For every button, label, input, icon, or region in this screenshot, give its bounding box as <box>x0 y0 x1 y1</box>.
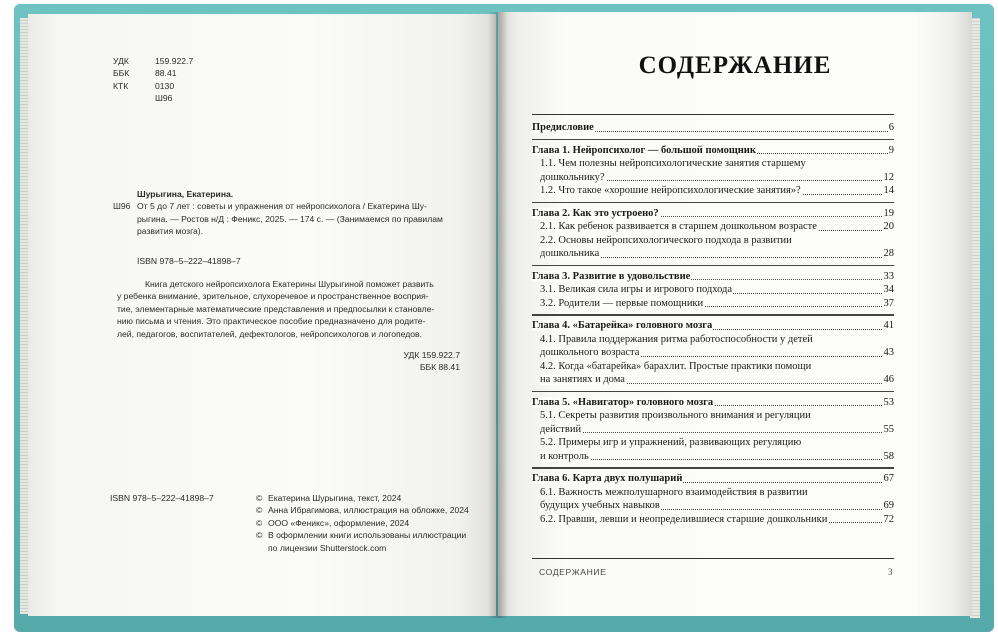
classification-row <box>113 67 193 79</box>
classification-block <box>113 55 193 105</box>
bbk-footer: ББК 88.41 <box>419 362 460 373</box>
toc-line: 5.2. Примеры игр и упражнений, развивающих регуляцию <box>540 437 802 448</box>
toc-subsection <box>540 409 894 436</box>
table-of-contents <box>532 114 894 559</box>
toc-subsection <box>540 297 894 311</box>
toc-line: Предисловие <box>532 122 594 133</box>
running-head: СОДЕРЖАНИЕ <box>539 567 607 577</box>
toc-line: 6.1. Важность межполушарного взаимодействия в развитии <box>540 486 808 498</box>
toc-line: 2.1. Как ребенок развивается в старшем дошкольном возрасте <box>540 221 817 232</box>
toc-line: 1.1. Чем полезны нейропсихологические занятия старшему <box>540 158 806 169</box>
toc-line: 2.2. Основы нейропсихологического подхода в развитии <box>540 234 792 246</box>
classification-row <box>113 92 193 104</box>
toc-page-number: 34 <box>883 284 894 295</box>
toc-subsection <box>540 360 894 387</box>
toc-page-number: 9 <box>888 144 894 156</box>
toc-subsection <box>540 220 894 234</box>
toc-subsection <box>540 513 894 527</box>
bib-line: рыгина. — Ростов н/Д : Феникс, 2025. — 174 с. — (Занимаемся по правилам <box>137 213 443 224</box>
classification-value: Ш96 <box>155 93 173 104</box>
annotation <box>117 278 465 340</box>
toc-line: Глава 6. Карта двух полушарий <box>532 473 683 484</box>
copyright-symbol: © <box>256 493 263 503</box>
toc-chapter <box>532 144 894 158</box>
toc-page-number: 43 <box>883 347 894 358</box>
toc-page-number: 14 <box>883 185 894 196</box>
classification-key: УДК <box>113 56 129 66</box>
toc-line: на занятиях и дома <box>540 374 625 385</box>
toc-line: 6.2. Правши, левши и неопределившиеся старшие дошкольники <box>540 513 828 525</box>
annotation-line: Книга детского нейропсихолога Екатерины Шурыгиной поможет развить <box>145 279 434 289</box>
udk-bbk-footer <box>380 349 460 374</box>
toc-line: 1.2. Что такое «хорошие нейропсихологические занятия»? <box>540 185 801 196</box>
toc-line: Глава 1. Нейропсихолог — большой помощник <box>532 144 756 156</box>
copyright-item <box>256 517 471 529</box>
toc-page-number: 20 <box>883 221 894 232</box>
toc-chapter <box>532 319 894 333</box>
copyright-text: Анна Ибрагимова, иллюстрация на обложке, 2024 <box>268 505 469 516</box>
toc-separator <box>532 202 894 204</box>
annotation-line: тие, элементарные математические представления и предпосылки к становле- <box>117 303 435 314</box>
toc-page-number: 58 <box>883 450 894 462</box>
bib-description <box>137 200 458 237</box>
toc-subsection <box>540 333 894 360</box>
toc-chapter <box>532 472 894 486</box>
copyright-text: ООО «Феникс», оформление, 2024 <box>268 517 410 528</box>
toc-line: и контроль <box>540 450 589 462</box>
toc-line: Глава 5. «Навигатор» головного мозга <box>532 396 714 408</box>
copyright-item <box>256 529 471 554</box>
classification-value: 0130 <box>155 80 175 91</box>
toc-chapter <box>532 121 894 135</box>
toc-page-number: 37 <box>883 297 894 309</box>
copyright-block <box>256 492 471 554</box>
copyright-item <box>256 504 471 516</box>
bibliographic-record <box>113 188 458 238</box>
annotation-line: у ребенка внимание, зрительное, слухоречевое и пространственное восприя- <box>117 291 429 302</box>
copyright-text: В оформлении книги использованы иллюстрации по лицензии Shutterstock.com <box>268 530 467 553</box>
page-number: 3 <box>888 567 893 577</box>
toc-subsection <box>540 234 894 261</box>
toc-title: СОДЕРЖАНИЕ <box>638 52 832 79</box>
classification-value: 159.922.7 <box>155 56 194 66</box>
toc-line: дошкольного возраста <box>540 347 640 358</box>
toc-line: дошкольнику? <box>540 171 605 183</box>
author-heading: Шурыгина, Екатерина. <box>137 189 234 199</box>
toc-page-number: 33 <box>883 270 894 282</box>
toc-separator <box>532 314 894 316</box>
toc-chapter <box>532 270 894 284</box>
toc-line: 4.2. Когда «батарейка» барахлит. Простые практики помощи <box>540 360 812 372</box>
toc-page-number: 67 <box>883 473 894 484</box>
toc-chapter <box>532 396 894 410</box>
copyright-symbol: © <box>256 505 263 516</box>
copyright-text: Екатерина Шурыгина, текст, 2024 <box>268 493 402 503</box>
toc-line: 3.2. Родители — первые помощники <box>540 297 704 309</box>
classification-row <box>113 80 193 92</box>
toc-page-number: 41 <box>883 320 894 331</box>
toc-leader-dots <box>540 432 894 433</box>
isbn-bottom: ISBN 978–5–222–41898–7 <box>110 493 214 503</box>
book-spine-gutter <box>488 12 508 618</box>
toc-page-number: 19 <box>883 207 894 219</box>
toc-page-number: 69 <box>883 500 894 511</box>
toc-separator <box>532 139 894 141</box>
toc-subsection <box>540 436 894 463</box>
toc-page-number: 72 <box>883 513 894 525</box>
toc-line: Глава 2. Как это устроено? <box>532 207 659 219</box>
toc-page-number: 28 <box>883 248 894 259</box>
bib-line: От 5 до 7 лет : советы и упражнения от нейропсихолога / Екатерина Шу- <box>137 201 427 212</box>
copyright-symbol: © <box>256 530 263 541</box>
toc-line: Глава 3. Развитие в удовольствие <box>532 270 691 282</box>
classification-key: ББК <box>113 68 130 79</box>
toc-line: Глава 4. «Батарейка» головного мозга <box>532 320 713 331</box>
toc-page-number: 53 <box>883 396 894 408</box>
toc-subsection <box>540 486 894 513</box>
toc-chapter <box>532 207 894 221</box>
toc-page-number: 46 <box>883 374 894 385</box>
annotation-line: лей, педагогов, воспитателей, дефектологов, нейропсихологов и логопедов. <box>117 328 423 339</box>
toc-line: действий <box>540 423 582 435</box>
toc-line: 5.1. Секреты развития произвольного внимания и регуляции <box>540 410 811 421</box>
toc-line: будущих учебных навыков <box>540 500 660 511</box>
toc-subsection <box>540 184 894 198</box>
toc-line: 3.1. Великая сила игры и игрового подхода <box>540 284 733 295</box>
copyright-item <box>256 492 471 504</box>
bib-line: развития мозга). <box>137 226 204 237</box>
toc-line: дошкольника <box>540 248 600 259</box>
toc-page-number: 6 <box>888 122 894 133</box>
classification-row <box>113 55 193 67</box>
cutter-sanborn-mark: Ш96 <box>113 201 131 211</box>
udk-footer: УДК 159.922.7 <box>403 350 460 360</box>
toc-line: 4.1. Правила поддержания ритма работоспособности у детей <box>540 333 813 345</box>
annotation-line: нию письма и чтения. Это практическое пособие предназначено для родите- <box>117 316 426 327</box>
toc-subsection <box>540 157 894 184</box>
toc-separator <box>532 467 894 469</box>
isbn-record: ISBN 978–5–222–41898–7 <box>137 256 241 266</box>
toc-subsection <box>540 283 894 297</box>
toc-separator <box>532 265 894 267</box>
toc-page-number: 12 <box>883 171 894 183</box>
toc-leader-dots <box>540 459 894 460</box>
classification-key: КТК <box>113 80 129 91</box>
toc-separator <box>532 391 894 393</box>
toc-page-number: 55 <box>883 423 894 435</box>
classification-value: 88.41 <box>155 68 177 79</box>
classification-key <box>113 92 155 104</box>
copyright-symbol: © <box>256 517 263 528</box>
